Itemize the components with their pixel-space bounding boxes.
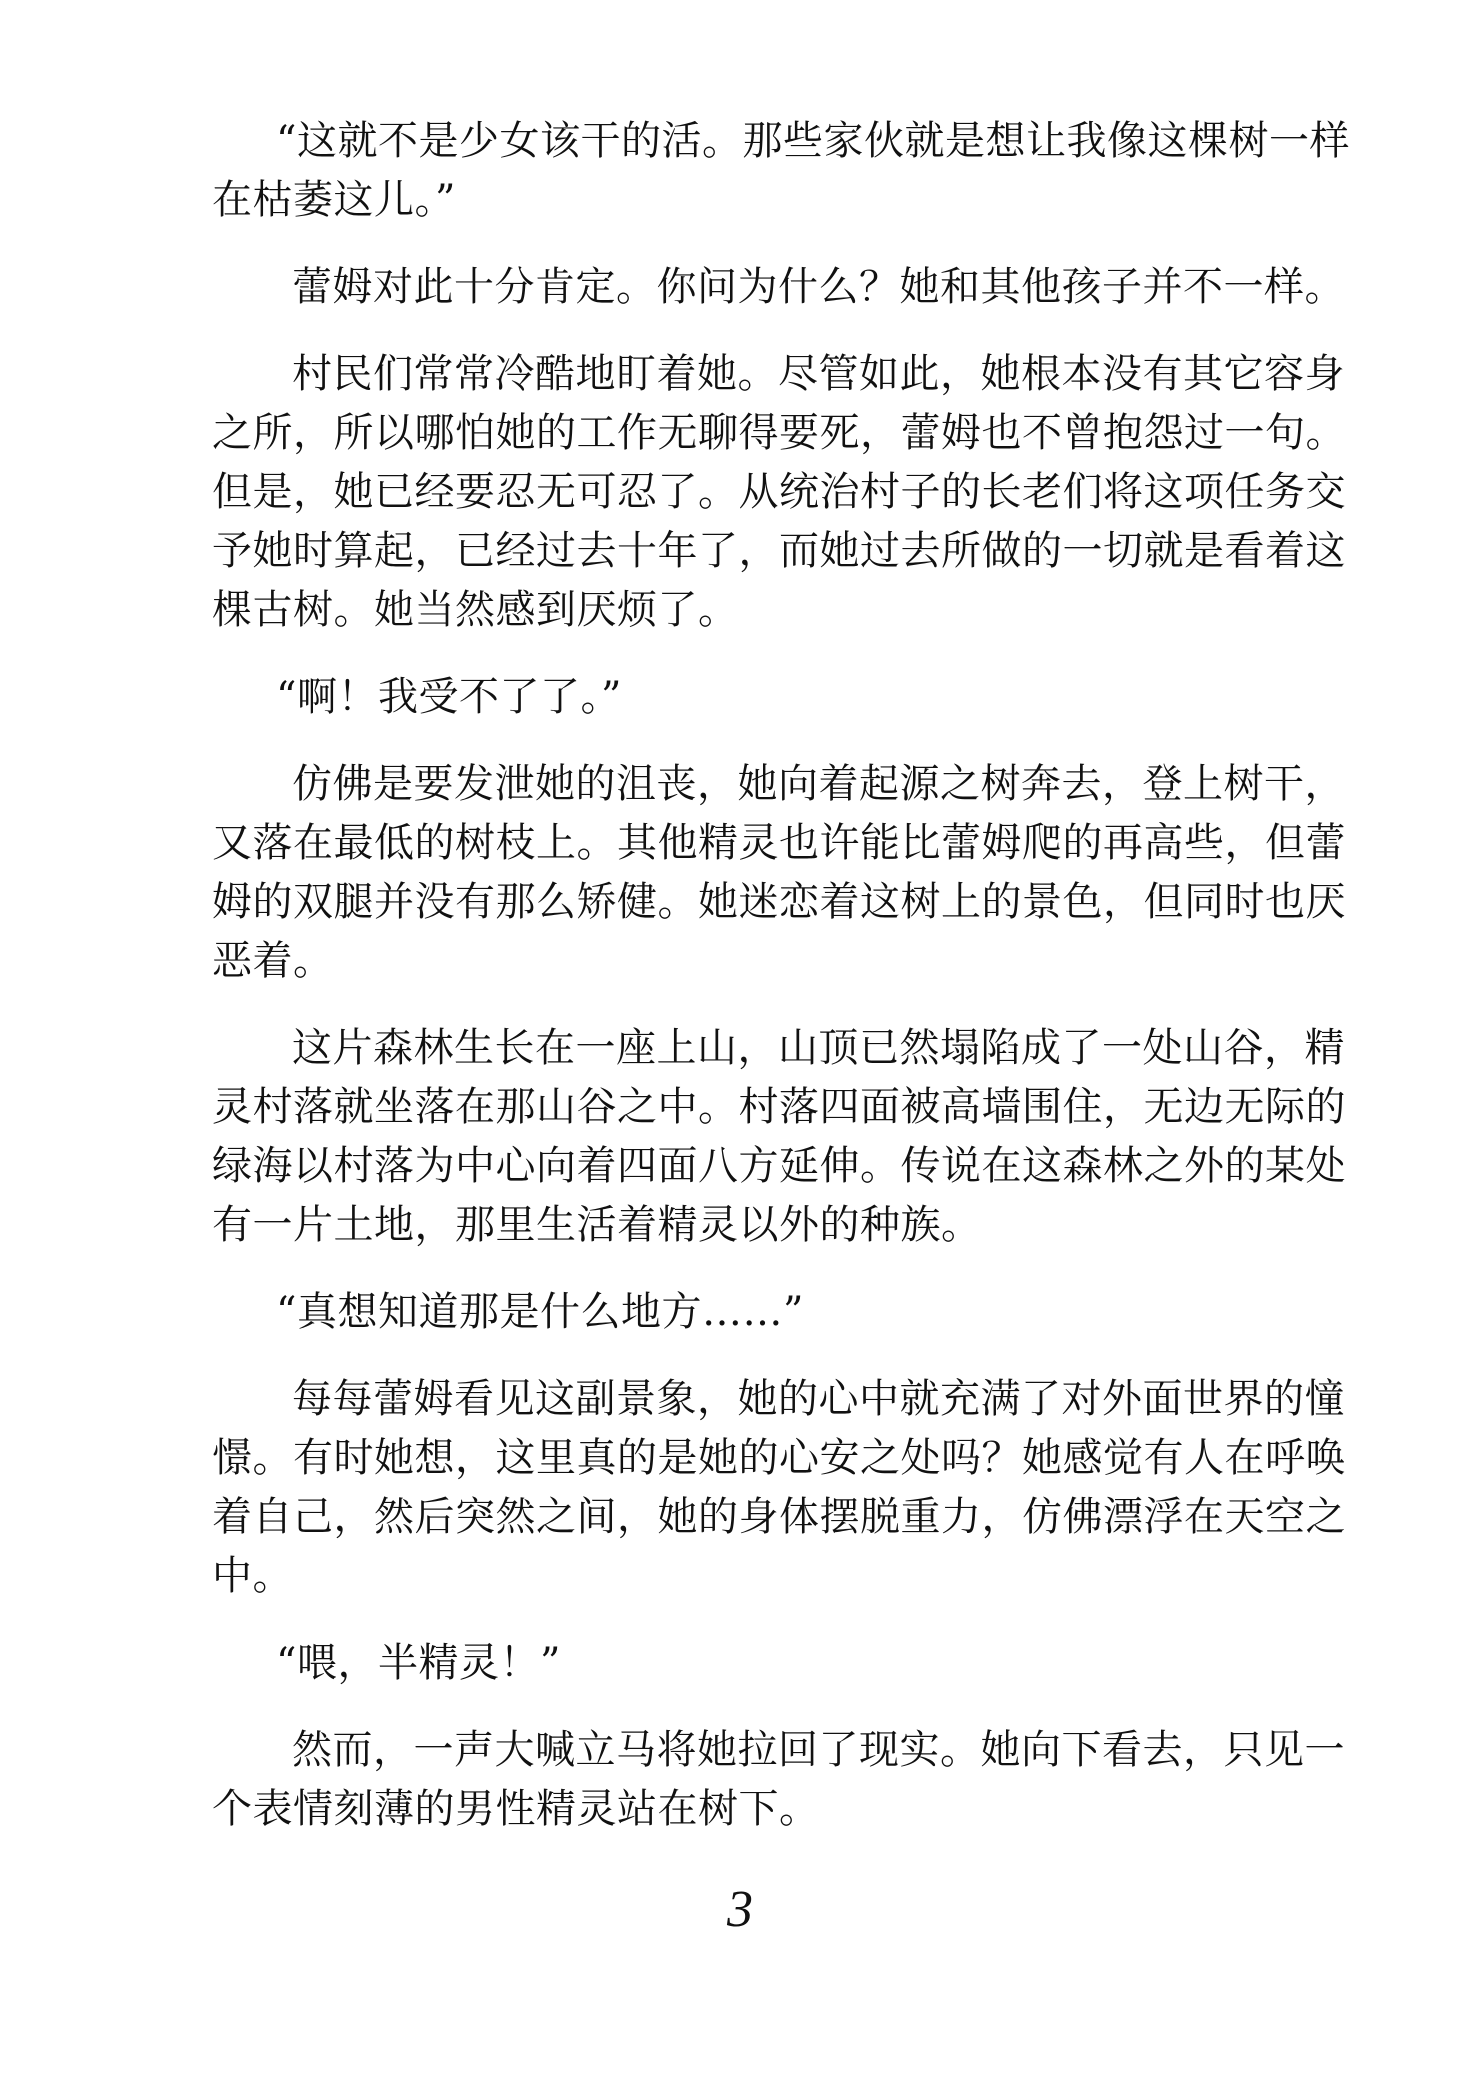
body-text: [212, 112, 1352, 1867]
paragraph-1: “这就不是少女该干的活。那些家伙就是想让我像这棵树一样在枯萎这儿。”: [212, 118, 1350, 223]
paragraph-2: 蕾姆对此十分肯定。你问为什么？她和其他孩子并不一样。: [292, 264, 1345, 310]
paragraph-4: “啊！我受不了了。”: [276, 674, 622, 720]
page-number: 3: [727, 1881, 753, 1938]
paragraph-3: 村民们常常冷酷地盯着她。尽管如此，她根本没有其它容身之所，所以哪怕她的工作无聊得要死，蕾姆也不曾抱怨过一句。但是，她已经要忍无可忍了。从统治村子的长老们将这项任务交予她时算起，已经过去十年了，而她过去所做的一切就是看着这棵古树。她当然感到厌烦了。: [212, 351, 1346, 633]
paragraph-7: “真想知道那是什么地方……”: [276, 1289, 804, 1335]
paragraph-6: 这片森林生长在一座上山，山顶已然塌陷成了一处山谷，精灵村落就坐落在那山谷之中。村落四面被高墙围住，无边无际的绿海以村落为中心向着四面八方延伸。传说在这森林之外的某处有一片土地，那里生活着精灵以外的种族。: [212, 1025, 1346, 1248]
paragraph-5: 仿佛是要发泄她的沮丧，她向着起源之树奔去，登上树干，又落在最低的树枝上。其他精灵也许能比蕾姆爬的再高些，但蕾姆的双腿并没有那么矫健。她迷恋着这树上的景色，但同时也厌恶着。: [212, 761, 1346, 984]
paragraph-8: 每每蕾姆看见这副景象，她的心中就充满了对外面世界的憧憬。有时她想，这里真的是她的心安之处吗？她感觉有人在呼唤着自己，然后突然之间，她的身体摆脱重力，仿佛漂浮在天空之中。: [212, 1376, 1346, 1599]
paragraph-10: 然而，一声大喊立马将她拉回了现实。她向下看去，只见一个表情刻薄的男性精灵站在树下。: [212, 1727, 1345, 1832]
paragraph-9: “喂，半精灵！”: [276, 1640, 561, 1686]
